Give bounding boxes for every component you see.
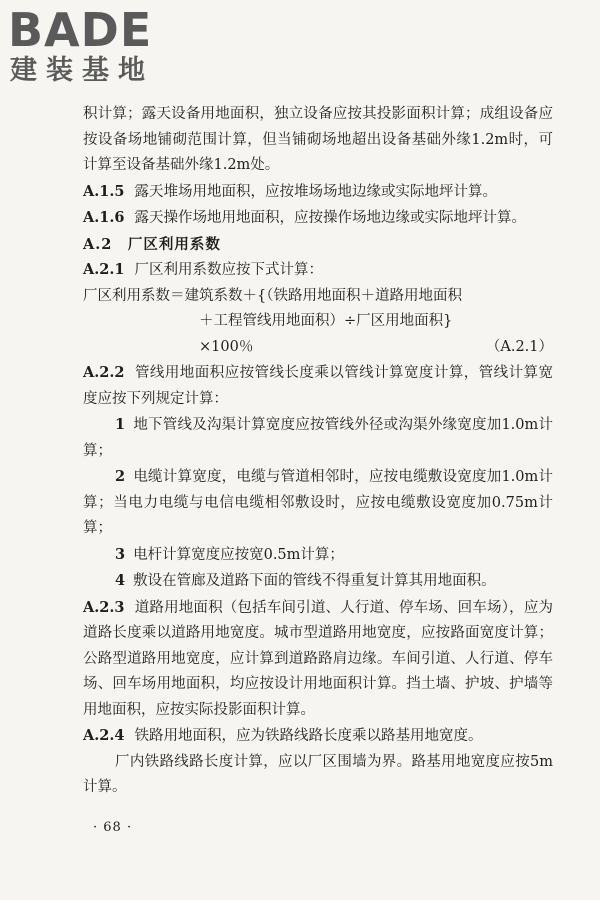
clause-text: 铁路用地面积，应为铁路线路长度乘以路基用地宽度。: [134, 728, 483, 744]
clause-text: 露天堆场用地面积，应按堆场场地边缘或实际地坪计算。: [134, 183, 498, 200]
list-item: [83, 542, 553, 569]
clause-text: 厂区利用系数应按下式计算：: [134, 262, 324, 278]
clause-a-2-3: [83, 595, 553, 724]
clause-a-2-4: [83, 723, 553, 750]
logo: [8, 3, 154, 88]
item-number: 1: [115, 416, 126, 433]
logo-main-text: BADE: [8, 3, 153, 57]
clause-number: A.1.5: [83, 182, 125, 200]
item-number: 3: [115, 545, 126, 563]
item-number: 4: [115, 572, 126, 589]
clause-a-2-2: [83, 360, 553, 412]
clause-number: A.1.6: [83, 209, 125, 226]
clause-number: A.2.4: [83, 727, 125, 744]
clause-number: A.2.2: [83, 364, 125, 381]
list-item: [83, 464, 553, 542]
formula-text: ×100％: [199, 338, 254, 355]
clause-a-1-6: [83, 205, 553, 232]
document-body: [83, 102, 553, 801]
page-number: · 68 ·: [93, 820, 133, 835]
section-heading: A.2 厂区利用系数: [83, 235, 221, 253]
list-item: [83, 412, 553, 464]
formula-label: （A.2.1）: [485, 338, 553, 355]
formula-line-2: ＋工程管线用地面积）÷厂区用地面积}: [199, 313, 453, 329]
paragraph-continued: 积计算；露天设备用地面积，独立设备应按其投影面积计算；成组设备应按设备场地铺砌范围计算，但当铺砌场地超出设备基础外缘1.2m时，可计算至设备基础外缘1.2m处。: [83, 106, 553, 173]
list-item: [83, 568, 553, 595]
clause-text: 道路用地面积（包括车间引道、人行道、停车场、回车场），应为道路长度乘以道路用地宽度。城市型道路用地宽度，应按路面宽度计算；公路型道路用地宽度，应计算到道路路肩边缘。车间引道、人行道、停车场、回车场用地面积，均应按设计用地面积计算。挡土墙、护坡、护墙等用地面积，应按实际投影面积计算。: [83, 599, 553, 718]
clause-a-1-5: [83, 179, 553, 206]
clause-a-2-1: [83, 257, 553, 284]
logo-sub-text: 建装基地: [10, 55, 154, 86]
clause-a-2-4-continued: 厂内铁路线路长度计算，应以厂区围墙为界。路基用地宽度应按5m计算。: [83, 753, 553, 795]
item-text: 电缆计算宽度，电缆与管道相邻时，应按电缆敷设宽度加1.0m计算；当电力电缆与电信电缆相邻敷设时，应按电缆敷设宽度加0.75m计算；: [83, 469, 553, 536]
clause-number: A.2.1: [83, 261, 125, 278]
item-text: 地下管线及沟渠计算宽度应按管线外径或沟渠外缘宽度加1.0m计算；: [83, 417, 553, 459]
clause-number: A.2.3: [83, 598, 125, 616]
formula-line-1: 厂区利用系数＝建筑系数＋{（铁路用地面积＋道路用地面积: [83, 287, 462, 304]
item-text: 敷设在管廊及道路下面的管线不得重复计算其用地面积。: [133, 573, 496, 589]
item-number: 2: [115, 468, 126, 485]
formula-line-3: [83, 335, 553, 361]
item-text: 电杆计算宽度应按宽0.5m计算；: [133, 546, 344, 563]
clause-text: 露天操作场地用地面积，应按操作场地边缘或实际地坪计算。: [134, 210, 527, 226]
clause-text: 管线用地面积应按管线长度乘以管线计算宽度计算，管线计算宽度应按下列规定计算：: [83, 365, 553, 407]
